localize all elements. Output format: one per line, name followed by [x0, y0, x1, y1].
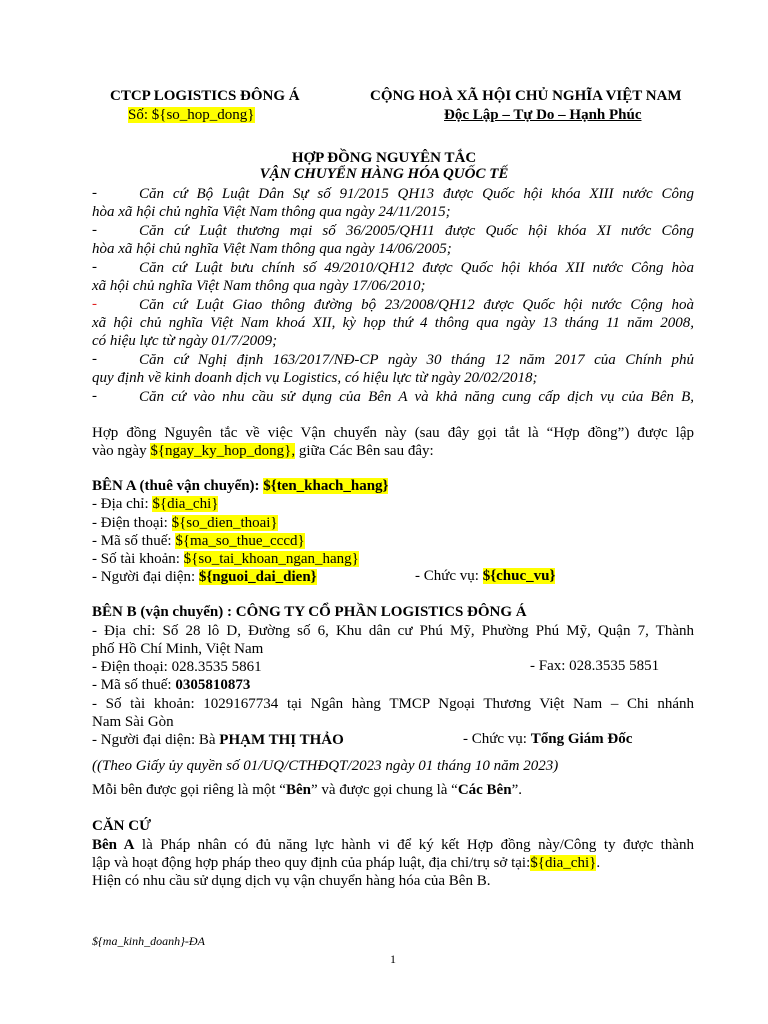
- legal-basis-line: Căn cứ Luật bưu chính số 49/2010/QH12 được Quốc hội khóa XII nước Công hòa: [139, 260, 694, 276]
- phone-placeholder: ${so_dien_thoai}: [171, 515, 278, 531]
- naming-text: ”.: [511, 782, 522, 798]
- party-b-address: - Địa chỉ: Số 28 lô D, Đường số 6, Khu dân cư Phú Mỹ, Phường Phú Mỹ, Quận 7, Thành: [92, 623, 694, 639]
- field-label: - Mã số thuế:: [92, 677, 176, 693]
- authorization-note: ((Theo Giấy ủy quyền số 01/UQ/CTHĐQT/2023 ngày 01 tháng 10 năm 2023): [92, 758, 559, 774]
- position-value: Tổng Giám Đốc: [530, 731, 633, 747]
- party-a-position: [415, 568, 555, 585]
- party-a-representative: [92, 568, 694, 586]
- parties-naming: [92, 781, 694, 799]
- intro-line: [92, 442, 694, 460]
- customer-name-placeholder: ${ten_khach_hang}: [263, 478, 389, 494]
- footer-business-code: ${ma_kinh_doanh}-ĐA: [92, 934, 205, 948]
- field-label: - Địa chỉ:: [92, 496, 153, 512]
- naming-text: Mỗi bên được gọi riêng là một “: [92, 782, 286, 798]
- legal-basis-line: xã hội chủ nghĩa Việt Nam khoá XII, kỳ họp thứ 4 thông qua ngày 13 tháng 11 năm 2008,: [92, 315, 694, 331]
- party-b-position: [463, 731, 632, 748]
- legal-basis-line: Căn cứ Bộ Luật Dân Sự số 91/2015 QH13 được Quốc hội khóa XIII nước Công: [139, 186, 694, 202]
- basis-text: .: [596, 855, 601, 871]
- field-label: - Chức vụ:: [415, 568, 483, 584]
- term-ben: Bên: [285, 782, 311, 798]
- address-placeholder: ${dia_chi}: [530, 855, 597, 871]
- legal-basis-line: Căn cứ Nghị định 163/2017/NĐ-CP ngày 30 tháng 12 năm 2017 của Chính phủ: [139, 352, 694, 368]
- bank-account-placeholder: ${so_tai_khoan_ngan_hang}: [183, 551, 359, 567]
- legal-basis-line: xã hội chủ nghĩa Việt Nam thông qua ngày 17/06/2010;: [92, 278, 426, 294]
- field-label: - Mã số thuế:: [92, 533, 176, 549]
- party-b-fax: - Fax: 028.3535 5851: [530, 658, 660, 674]
- field-label: - Người đại diện: Bà: [92, 732, 220, 748]
- party-a-account: [92, 550, 694, 568]
- list-dash: -: [92, 222, 97, 238]
- party-b-address: phố Hồ Chí Minh, Việt Nam: [92, 641, 264, 657]
- intro-line: Hợp đồng Nguyên tắc về việc Vận chuyển này (sau đây gọi tắt là “Hợp đồng”) được lập: [92, 425, 694, 441]
- basis-text: lập và hoạt động hợp pháp theo quy định của pháp luật, địa chỉ/trụ sở tại:: [92, 855, 531, 871]
- legal-basis-line: Căn cứ vào nhu cầu sử dụng của Bên A và khả năng cung cấp dịch vụ của Bên B,: [139, 389, 694, 405]
- party-b-account: - Số tài khoản: 1029167734 tại Ngân hàng TMCP Ngoại Thương Việt Nam – Chi nhánh: [92, 696, 694, 712]
- basis-line: [92, 854, 694, 872]
- party-a-tax-code: [92, 532, 694, 550]
- address-placeholder: ${dia_chi}: [152, 496, 219, 512]
- list-dash: -: [92, 185, 97, 201]
- page-number: 1: [390, 952, 396, 966]
- basis-text: là Pháp nhân có đủ năng lực hành vi để ký kết Hợp đồng này/Công ty được thành: [134, 837, 694, 853]
- document-title: HỢP ĐỒNG NGUYÊN TẮC: [291, 150, 477, 166]
- basis-heading: CĂN CỨ: [92, 818, 152, 834]
- list-dash: -: [92, 259, 97, 275]
- document-subtitle: VẬN CHUYỂN HÀNG HÓA QUỐC TẾ: [259, 166, 509, 182]
- position-placeholder: ${chuc_vu}: [482, 568, 556, 584]
- party-a-heading: [92, 477, 694, 495]
- list-dash: -: [92, 388, 97, 404]
- contract-number-placeholder: Số: ${so_hop_dong}: [128, 107, 255, 123]
- representative-placeholder: ${nguoi_dai_dien}: [198, 569, 317, 585]
- legal-basis-line: hòa xã hội chủ nghĩa Việt Nam thông qua ngày 24/11/2015;: [92, 204, 451, 220]
- tax-code-placeholder: ${ma_so_thue_cccd}: [175, 533, 305, 549]
- field-label: - Chức vụ:: [463, 731, 531, 747]
- representative-name: PHẠM THỊ THẢO: [219, 732, 344, 748]
- naming-text: ” và được gọi chung là “: [310, 782, 458, 798]
- legal-basis-line: Căn cứ Luật Giao thông đường bộ 23/2008/QH12 được Quốc hội nước Cộng hoà: [139, 297, 694, 313]
- intro-text: vào ngày: [92, 443, 151, 459]
- legal-basis-line: hòa xã hội chủ nghĩa Việt Nam thông qua ngày 14/06/2005;: [92, 241, 452, 257]
- party-b-account: Nam Sài Gòn: [92, 714, 174, 730]
- field-label: - Số tài khoản:: [92, 551, 184, 567]
- party-a-address: [92, 495, 694, 513]
- term-cac-ben: Các Bên: [457, 782, 512, 798]
- field-label: - Người đại diện:: [92, 569, 199, 585]
- company-name: CTCP LOGISTICS ĐÔNG Á: [110, 88, 300, 104]
- field-label: - Điện thoại:: [92, 515, 172, 531]
- party-b-tax-code: [92, 676, 694, 694]
- national-motto: Độc Lập – Tự Do – Hạnh Phúc: [444, 107, 642, 123]
- basis-line: [92, 836, 694, 854]
- list-dash: -: [92, 351, 97, 367]
- intro-text: giữa Các Bên sau đây:: [295, 443, 434, 459]
- legal-basis-line: Căn cứ Luật thương mại số 36/2005/QH11 được Quốc hội khóa XI nước Công: [139, 223, 694, 239]
- legal-basis-line: quy định về kinh doanh dịch vụ Logistics, có hiệu lực từ ngày 20/02/2018;: [92, 370, 538, 386]
- signing-date-placeholder: ${ngay_ky_hop_dong},: [150, 443, 296, 459]
- country-name: CỘNG HOÀ XÃ HỘI CHỦ NGHĨA VIỆT NAM: [370, 88, 682, 104]
- basis-line: Hiện có nhu cầu sử dụng dịch vụ vận chuyển hàng hóa của Bên B.: [92, 873, 491, 889]
- basis-party-a: Bên A: [92, 837, 135, 853]
- tax-code-value: 0305810873: [175, 677, 251, 693]
- party-b-heading: BÊN B (vận chuyển) : CÔNG TY CỔ PHẦN LOGISTICS ĐÔNG Á: [92, 604, 527, 620]
- party-b-phone: - Điện thoại: 028.3535 5861: [92, 659, 262, 675]
- party-a-phone: [92, 514, 694, 532]
- party-a-heading-label: BÊN A (thuê vận chuyển):: [92, 478, 264, 494]
- contract-number: [128, 107, 255, 124]
- legal-basis-line: có hiệu lực từ ngày 01/7/2009;: [92, 333, 278, 349]
- list-dash: -: [92, 296, 97, 312]
